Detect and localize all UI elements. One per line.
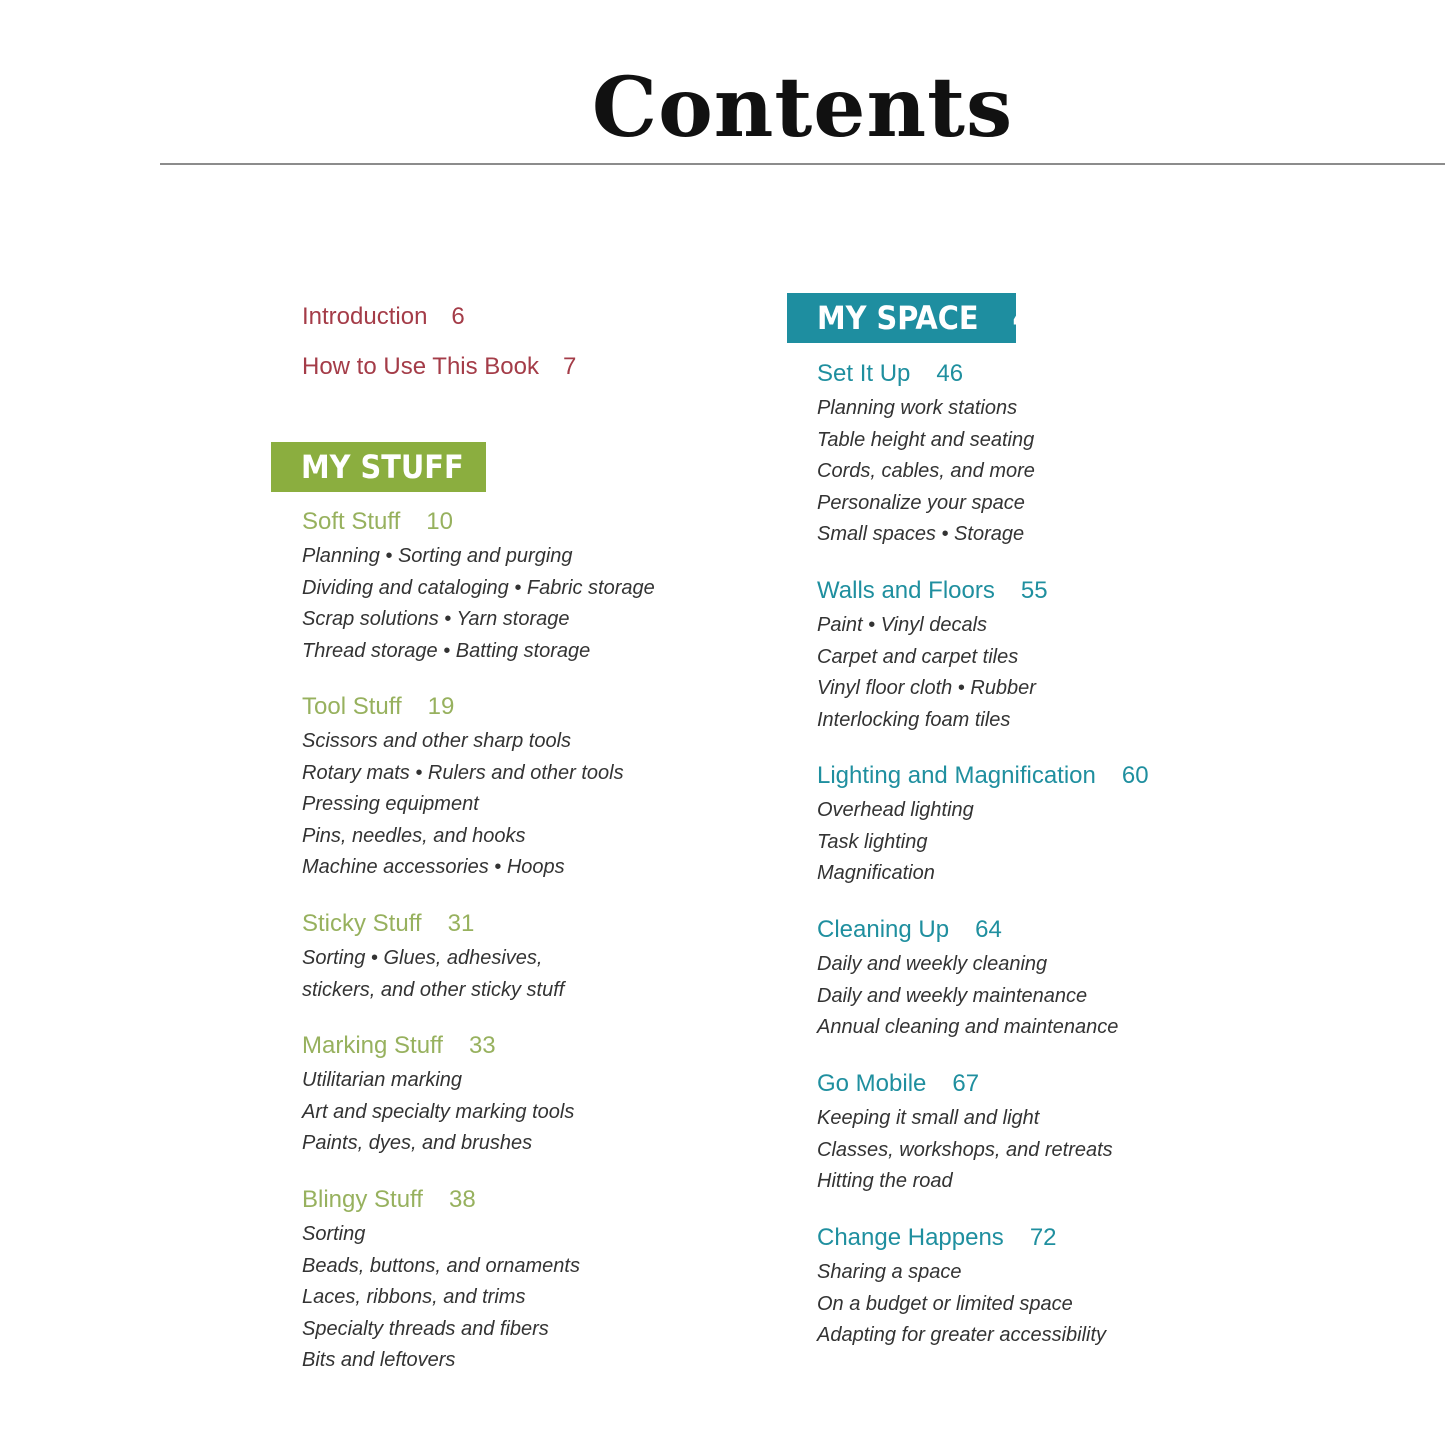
section-subtopic: Dividing and cataloging • Fabric storage xyxy=(302,576,655,599)
toc-entry-introduction[interactable] xyxy=(302,302,465,332)
section-page-number: 67 xyxy=(952,1070,980,1097)
toc-entry-how-to-use[interactable] xyxy=(302,352,576,382)
section-subtopic: Interlocking foam tiles xyxy=(817,708,1011,731)
section-page-number: 60 xyxy=(1121,762,1149,789)
section-heading[interactable] xyxy=(817,761,1149,791)
section-subtopic: Specialty threads and fibers xyxy=(302,1317,549,1340)
section-heading[interactable] xyxy=(302,507,655,537)
title-divider xyxy=(160,163,1445,165)
section-title: Set It Up xyxy=(817,360,911,387)
section-subtopic: Daily and weekly maintenance xyxy=(817,984,1088,1007)
section-subtopic: Scrap solutions • Yarn storage xyxy=(302,608,570,630)
toc-section-set-it-up xyxy=(817,359,1035,551)
section-subtopic: Machine accessories • Hoops xyxy=(302,856,565,878)
section-page-number: 10 xyxy=(426,508,453,535)
part-banner-my-stuff[interactable] xyxy=(271,442,518,492)
part-label: MY STUFF xyxy=(301,448,464,486)
section-heading[interactable] xyxy=(817,915,1118,945)
toc-section-marking-stuff xyxy=(302,1031,574,1160)
section-subtopic: Overhead lighting xyxy=(817,799,974,821)
section-subtopic: Personalize your space xyxy=(817,491,1025,514)
section-subtopic: Annual cleaning and maintenance xyxy=(817,1016,1119,1038)
entry-label: Introduction xyxy=(302,303,428,330)
section-subtopic: Classes, workshops, and retreats xyxy=(817,1138,1113,1161)
section-subtopic: Keeping it small and light xyxy=(817,1107,1040,1129)
toc-section-cleaning-up xyxy=(817,915,1118,1044)
section-heading[interactable] xyxy=(302,1185,580,1215)
section-subtopic: Table height and seating xyxy=(817,428,1035,451)
section-title: Tool Stuff xyxy=(302,693,402,720)
section-title: Soft Stuff xyxy=(302,508,401,535)
section-title: Go Mobile xyxy=(817,1070,927,1097)
section-subtopic: Laces, ribbons, and trims xyxy=(302,1286,526,1308)
section-heading[interactable] xyxy=(302,1031,574,1061)
section-subtopic: Paints, dyes, and brushes xyxy=(302,1132,533,1154)
section-page-number: 31 xyxy=(447,910,475,937)
section-subtopic: Magnification xyxy=(817,862,935,884)
toc-section-soft-stuff xyxy=(302,507,655,667)
section-subtopic: Planning • Sorting and purging xyxy=(302,545,573,567)
section-title: Lighting and Magnification xyxy=(817,762,1096,789)
section-heading[interactable] xyxy=(302,909,564,939)
section-subtopic: Sorting xyxy=(302,1223,366,1245)
section-page-number: 72 xyxy=(1029,1224,1057,1251)
section-subtopic: Task lighting xyxy=(817,830,928,853)
section-subtopic: Scissors and other sharp tools xyxy=(302,730,572,752)
entry-page-number: 7 xyxy=(563,353,577,380)
part-page-number: 9 xyxy=(497,448,518,486)
part-banner-my-space[interactable] xyxy=(787,293,1053,343)
page-title: Contents xyxy=(591,60,1014,156)
section-title: Change Happens xyxy=(817,1224,1004,1251)
toc-section-go-mobile xyxy=(817,1069,1113,1198)
toc-section-sticky-stuff xyxy=(302,909,564,1006)
section-page-number: 46 xyxy=(936,360,964,387)
section-subtopic: Hitting the road xyxy=(817,1170,953,1192)
part-page-number: 45 xyxy=(1012,299,1053,337)
section-title: Marking Stuff xyxy=(302,1032,443,1059)
entry-page-number: 6 xyxy=(451,303,465,330)
section-subtopic: Carpet and carpet tiles xyxy=(817,645,1019,668)
section-subtopic: Vinyl floor cloth • Rubber xyxy=(817,677,1036,699)
section-title: Walls and Floors xyxy=(817,577,995,604)
part-label: MY SPACE xyxy=(817,299,979,337)
section-heading[interactable] xyxy=(817,359,1035,389)
section-subtopic: Daily and weekly cleaning xyxy=(817,953,1048,975)
toc-section-tool-stuff xyxy=(302,692,624,884)
section-subtopic: Cords, cables, and more xyxy=(817,460,1035,482)
section-page-number: 33 xyxy=(468,1032,496,1059)
section-page-number: 38 xyxy=(448,1186,476,1213)
section-subtopic: Art and specialty marking tools xyxy=(302,1100,575,1123)
section-subtopic: Paint • Vinyl decals xyxy=(817,614,988,636)
section-subtopic: Sorting • Glues, adhesives, xyxy=(302,947,543,969)
section-subtopic: Rotary mats • Rulers and other tools xyxy=(302,761,624,784)
section-title: Blingy Stuff xyxy=(302,1186,423,1213)
section-heading[interactable] xyxy=(817,1223,1106,1253)
section-heading[interactable] xyxy=(302,692,624,722)
section-subtopic: Thread storage • Batting storage xyxy=(302,639,591,662)
section-subtopic: Pressing equipment xyxy=(302,793,479,815)
section-page-number: 64 xyxy=(975,916,1002,943)
section-subtopic: Bits and leftovers xyxy=(302,1349,456,1371)
toc-section-change-happens xyxy=(817,1223,1106,1352)
section-subtopic: On a budget or limited space xyxy=(817,1292,1073,1315)
section-heading[interactable] xyxy=(817,576,1048,606)
entry-label: How to Use This Book xyxy=(302,353,539,380)
section-subtopic: Planning work stations xyxy=(817,397,1018,419)
section-subtopic: Adapting for greater accessibility xyxy=(817,1324,1107,1346)
section-page-number: 19 xyxy=(427,693,455,720)
toc-section-lighting-and-magnification xyxy=(817,761,1149,890)
section-subtopic: Utilitarian marking xyxy=(302,1069,463,1091)
section-subtopic: Small spaces • Storage xyxy=(817,523,1025,545)
toc-section-walls-and-floors xyxy=(817,576,1048,736)
section-subtopic: Pins, needles, and hooks xyxy=(302,824,526,847)
section-page-number: 55 xyxy=(1020,577,1048,604)
section-subtopic: Beads, buttons, and ornaments xyxy=(302,1254,580,1277)
toc-section-blingy-stuff xyxy=(302,1185,580,1377)
section-subtopic: Sharing a space xyxy=(817,1261,962,1283)
section-heading[interactable] xyxy=(817,1069,1113,1099)
section-title: Cleaning Up xyxy=(817,916,950,943)
section-title: Sticky Stuff xyxy=(302,910,422,937)
section-subtopic: stickers, and other sticky stuff xyxy=(302,978,565,1001)
